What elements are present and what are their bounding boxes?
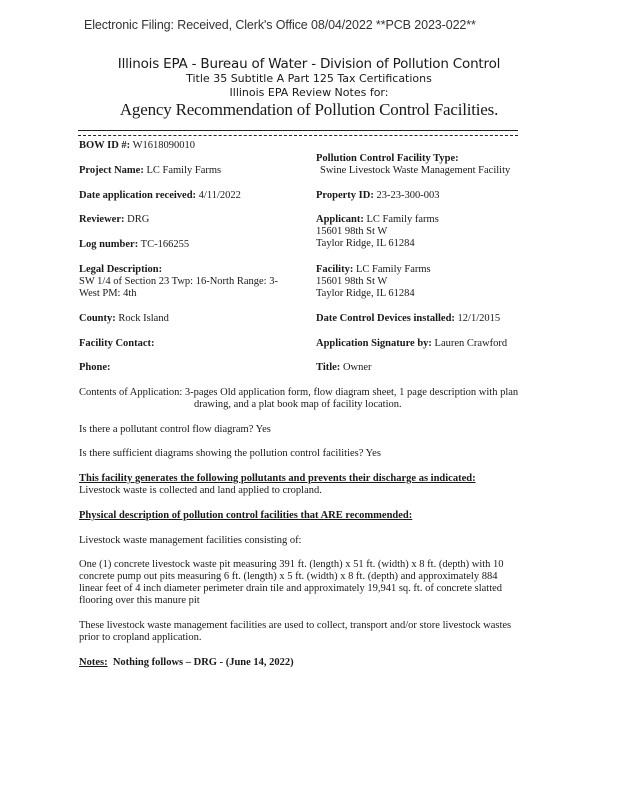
applicant bbox=[316, 214, 439, 227]
diagrams-question: Is there sufficient diagrams showing the pollution control facilities? Yes bbox=[79, 448, 381, 459]
project-name bbox=[79, 165, 221, 178]
physical-description-line4: flooring over this manure pit bbox=[79, 595, 200, 606]
facility-address-line1: 15601 98th St W bbox=[316, 276, 388, 287]
log-number-label: Log number: bbox=[79, 239, 139, 250]
header-rule-secondary bbox=[78, 135, 518, 136]
date-installed bbox=[316, 313, 500, 326]
reviewer-value: DRG bbox=[127, 214, 150, 225]
filing-stamp: Electronic Filing: Received, Clerk's Office 08/04/2022 **PCB 2023-022** bbox=[84, 18, 476, 32]
usage-line1: These livestock waste management facilities are used to collect, transport and/or store livestock wastes bbox=[79, 620, 512, 631]
log-number-value: TC-166255 bbox=[140, 239, 190, 250]
application-signature-value: Lauren Crawford bbox=[434, 338, 508, 349]
flow-diagram-question: Is there a pollutant control flow diagram? Yes bbox=[79, 424, 271, 435]
contents-line1: Contents of Application: 3-pages Old application form, flow diagram sheet, 1 page description with plan bbox=[79, 387, 519, 398]
contents-line2: drawing, and a plat book map of facility location. bbox=[194, 399, 402, 410]
property-id-value: 23-23-300-003 bbox=[376, 190, 440, 201]
header-agency: Illinois EPA - Bureau of Water - Division of Pollution Control bbox=[117, 56, 501, 72]
physical-description-heading: Physical description of pollution control facilities that ARE recommended: bbox=[79, 510, 413, 521]
pollutants-heading: This facility generates the following pollutants and prevents their discharge as indicated: bbox=[79, 473, 476, 484]
reviewer bbox=[79, 214, 149, 227]
date-application-label: Date application received: bbox=[79, 190, 197, 201]
applicant-address-line2: Taylor Ridge, IL 61284 bbox=[316, 238, 415, 249]
applicant-address-line1: 15601 98th St W bbox=[316, 226, 388, 237]
project-name-label: Project Name: bbox=[79, 165, 144, 176]
legal-description-line1: SW 1/4 of Section 23 Twp: 16-North Range: 3- bbox=[79, 276, 278, 287]
header-rule bbox=[78, 130, 518, 131]
facility-address-line2: Taylor Ridge, IL 61284 bbox=[316, 288, 415, 299]
applicant-label: Applicant: bbox=[316, 214, 364, 225]
county-value: Rock Island bbox=[118, 313, 169, 324]
physical-description-line1: One (1) concrete livestock waste pit measuring 391 ft. (length) x 51 ft. (width) x 8 ft. (depth) with 10 bbox=[79, 559, 504, 570]
facility bbox=[316, 264, 431, 277]
property-id bbox=[316, 190, 439, 203]
applicant-name: LC Family farms bbox=[366, 214, 439, 225]
county-label: County: bbox=[79, 313, 116, 324]
facility-type-value: Swine Livestock Waste Management Facility bbox=[320, 165, 511, 176]
facility-type-label: Pollution Control Facility Type: bbox=[316, 153, 459, 164]
date-installed-label: Date Control Devices installed: bbox=[316, 313, 455, 324]
project-name-value: LC Family Farms bbox=[146, 165, 222, 176]
date-application bbox=[79, 190, 241, 203]
reviewer-label: Reviewer: bbox=[79, 214, 125, 225]
signer-title-value: Owner bbox=[342, 362, 372, 373]
physical-description-line2: concrete pump out pits measuring 6 ft. (length) x 5 ft. (width) x 8 ft. (depth) and approximately 884 bbox=[79, 571, 498, 582]
bow-id-label: BOW ID #: bbox=[79, 140, 131, 151]
phone-label: Phone: bbox=[79, 362, 111, 373]
county bbox=[79, 313, 169, 326]
date-installed-value: 12/1/2015 bbox=[457, 313, 501, 324]
legal-description-line2: West PM: 4th bbox=[79, 288, 137, 299]
pollutants-text: Livestock waste is collected and land applied to cropland. bbox=[79, 485, 322, 496]
document-title: Agency Recommendation of Pollution Control Facilities. bbox=[119, 100, 499, 119]
physical-description-intro: Livestock waste management facilities consisting of: bbox=[79, 535, 302, 546]
bow-id bbox=[79, 140, 195, 153]
bow-id-value: W1618090010 bbox=[132, 140, 196, 151]
application-signature-label: Application Signature by: bbox=[316, 338, 432, 349]
facility-contact-label: Facility Contact: bbox=[79, 338, 155, 349]
header-review-notes: Illinois EPA Review Notes for: bbox=[229, 86, 389, 99]
notes bbox=[79, 657, 294, 670]
signer-title-label: Title: bbox=[316, 362, 341, 373]
facility-name: LC Family Farms bbox=[355, 264, 431, 275]
physical-description-line3: linear feet of 4 inch diameter perimeter drain tile and approximately 19,941 sq. ft. of concrete slatted bbox=[79, 583, 503, 594]
header-title-code: Title 35 Subtitle A Part 125 Tax Certifications bbox=[186, 72, 432, 85]
log-number bbox=[79, 239, 189, 252]
date-application-value: 4/11/2022 bbox=[198, 190, 241, 201]
notes-label: Notes: bbox=[79, 657, 108, 668]
notes-text: Nothing follows – DRG - (June 14, 2022) bbox=[107, 657, 294, 668]
application-signature bbox=[316, 338, 507, 351]
usage-line2: prior to cropland application. bbox=[79, 632, 202, 643]
legal-description-label: Legal Description: bbox=[79, 264, 163, 275]
facility-label: Facility: bbox=[316, 264, 354, 275]
signer-title bbox=[316, 362, 372, 375]
property-id-label: Property ID: bbox=[316, 190, 374, 201]
